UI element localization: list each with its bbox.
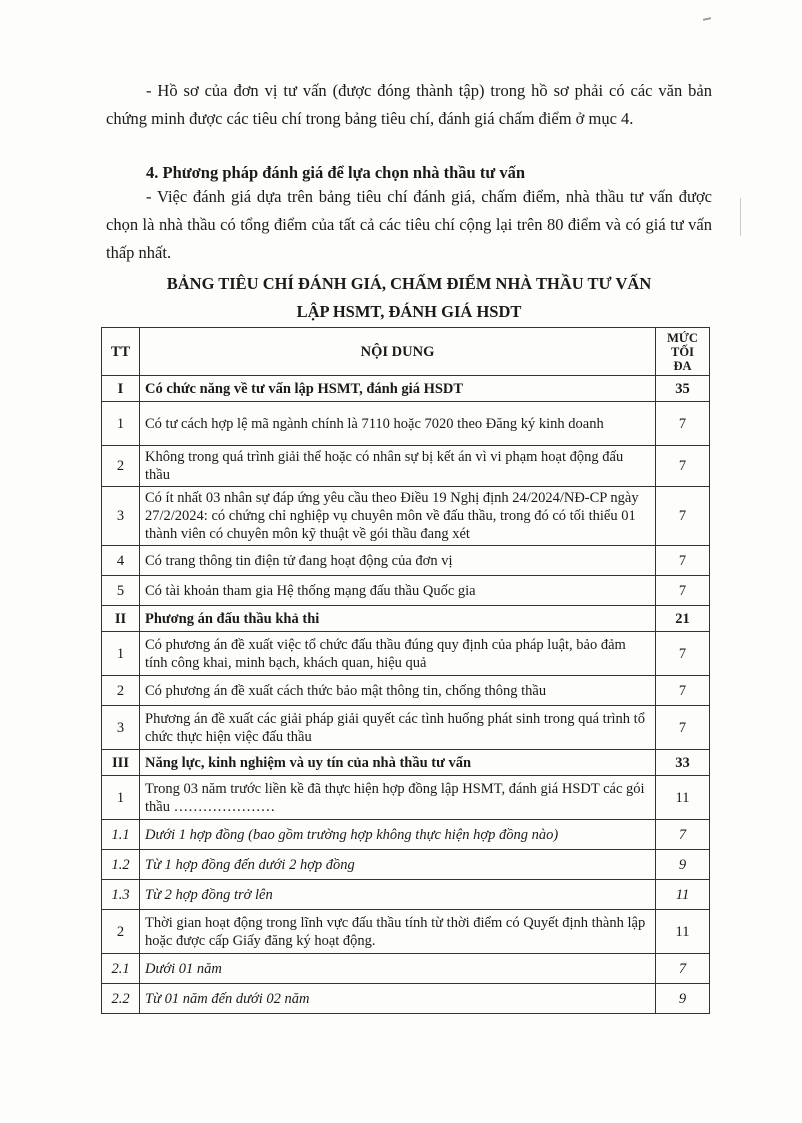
criteria-table (101, 327, 710, 1014)
row-tt: 1 (102, 402, 140, 446)
header-max-score (656, 328, 710, 376)
sub-item-row (102, 984, 710, 1014)
row-content: Không trong quá trình giải thể hoặc có nhân sự bị kết án vì vi phạm hoạt động đấu thầu (140, 446, 656, 487)
row-score: 21 (656, 606, 710, 632)
row-content: Thời gian hoạt động trong lĩnh vực đấu thầu tính từ thời điểm có Quyết định thành lập hoặc được cấp Giấy đăng ký hoạt động. (140, 910, 656, 954)
row-score: 7 (656, 820, 710, 850)
row-content: Có trang thông tin điện tử đang hoạt động của đơn vị (140, 546, 656, 576)
row-content: Phương án đấu thầu khả thi (140, 606, 656, 632)
row-tt: III (102, 750, 140, 776)
header-tt: TT (102, 328, 140, 376)
table-title (106, 270, 712, 326)
section-row (102, 606, 710, 632)
item-row (102, 910, 710, 954)
item-row (102, 487, 710, 546)
row-tt: 1 (102, 632, 140, 676)
row-score: 7 (656, 632, 710, 676)
row-tt: 1 (102, 776, 140, 820)
sub-item-row (102, 850, 710, 880)
item-row (102, 446, 710, 487)
section-row (102, 376, 710, 402)
row-content: Dưới 01 năm (140, 954, 656, 984)
row-score: 7 (656, 576, 710, 606)
row-tt: 4 (102, 546, 140, 576)
row-tt: 1.1 (102, 820, 140, 850)
item-row (102, 546, 710, 576)
row-tt: 2.2 (102, 984, 140, 1014)
row-tt: 1.3 (102, 880, 140, 910)
row-content: Phương án đề xuất các giải pháp giải quyết các tình huống phát sinh trong quá trình tổ chức thực hiện việc đấu thầu (140, 706, 656, 750)
row-content: Có phương án đề xuất việc tổ chức đấu thầu đúng quy định của pháp luật, bảo đảm tính công khai, minh bạch, khách quan, hiệu quả (140, 632, 656, 676)
table-body (102, 376, 710, 1014)
item-row (102, 706, 710, 750)
row-tt: II (102, 606, 140, 632)
sub-item-row (102, 820, 710, 850)
row-score: 7 (656, 487, 710, 546)
row-score: 7 (656, 706, 710, 750)
row-content: Từ 01 năm đến dưới 02 năm (140, 984, 656, 1014)
row-score: 33 (656, 750, 710, 776)
row-score: 7 (656, 954, 710, 984)
row-content: Dưới 1 hợp đồng (bao gồm trường hợp không thực hiện hợp đồng nào) (140, 820, 656, 850)
item-row (102, 632, 710, 676)
scan-mark (703, 17, 711, 21)
row-content: Từ 1 hợp đồng đến dưới 2 hợp đồng (140, 850, 656, 880)
row-tt: 2 (102, 446, 140, 487)
row-content: Có phương án đề xuất cách thức bảo mật thông tin, chống thông thầu (140, 676, 656, 706)
header-max-line-1: MỨC (667, 330, 698, 345)
row-content: Có tư cách hợp lệ mã ngành chính là 7110 hoặc 7020 theo Đăng ký kinh doanh (140, 402, 656, 446)
header-max-line-2: TỐI ĐA (671, 344, 694, 373)
row-score: 11 (656, 910, 710, 954)
row-score: 9 (656, 850, 710, 880)
row-tt: 2.1 (102, 954, 140, 984)
row-score: 7 (656, 446, 710, 487)
row-tt: 2 (102, 910, 140, 954)
section-heading: 4. Phương pháp đánh giá để lựa chọn nhà thầu tư vấn (146, 163, 526, 182)
intro-paragraph-1: - Hồ sơ của đơn vị tư vấn (được đóng thành tập) trong hồ sơ phải có các văn bản chứng minh được các tiêu chí trong bảng tiêu chí, đánh giá chấm điểm ở mục 4. (106, 81, 712, 128)
table-header-row (102, 328, 710, 376)
item-row (102, 402, 710, 446)
row-score: 11 (656, 776, 710, 820)
scan-line (740, 198, 741, 236)
row-content: Trong 03 năm trước liền kề đã thực hiện hợp đồng lập HSMT, đánh giá HSDT các gói thầu ………………… (140, 776, 656, 820)
row-content: Có ít nhất 03 nhân sự đáp ứng yêu cầu theo Điều 19 Nghị định 24/2024/NĐ-CP ngày 27/2/2024: có chứng chỉ nghiệp vụ chuyên môn về đấu thầu, trong đó có tối thiểu 01 thành viên có chuyên môn kỹ thuật về gói thầu đang xét (140, 487, 656, 546)
row-tt: 2 (102, 676, 140, 706)
item-row (102, 676, 710, 706)
table-title-line-1: BẢNG TIÊU CHÍ ĐÁNH GIÁ, CHẤM ĐIỂM NHÀ THẦU TƯ VẤN (166, 274, 652, 293)
row-content: Có tài khoản tham gia Hệ thống mạng đấu thầu Quốc gia (140, 576, 656, 606)
row-score: 35 (656, 376, 710, 402)
sub-item-row (102, 880, 710, 910)
header-content: NỘI DUNG (140, 328, 656, 376)
row-score: 9 (656, 984, 710, 1014)
row-tt: I (102, 376, 140, 402)
sub-item-row (102, 954, 710, 984)
row-tt: 1.2 (102, 850, 140, 880)
row-score: 11 (656, 880, 710, 910)
intro-paragraph-2: - Việc đánh giá dựa trên bảng tiêu chí đánh giá, chấm điểm, nhà thầu tư vấn được chọn là nhà thầu có tổng điểm của tất cả các tiêu chí cộng lại trên 80 điểm và có giá tư vấn thấp nhất. (106, 187, 712, 262)
row-tt: 3 (102, 487, 140, 546)
row-tt: 5 (102, 576, 140, 606)
row-tt: 3 (102, 706, 140, 750)
section-row (102, 750, 710, 776)
row-content: Từ 2 hợp đồng trở lên (140, 880, 656, 910)
table-title-line-2: LẬP HSMT, ĐÁNH GIÁ HSDT (296, 302, 522, 321)
row-score: 7 (656, 676, 710, 706)
row-score: 7 (656, 546, 710, 576)
row-content: Năng lực, kinh nghiệm và uy tín của nhà thầu tư vấn (140, 750, 656, 776)
item-row (102, 776, 710, 820)
item-row (102, 576, 710, 606)
row-score: 7 (656, 402, 710, 446)
row-content: Có chức năng về tư vấn lập HSMT, đánh giá HSDT (140, 376, 656, 402)
